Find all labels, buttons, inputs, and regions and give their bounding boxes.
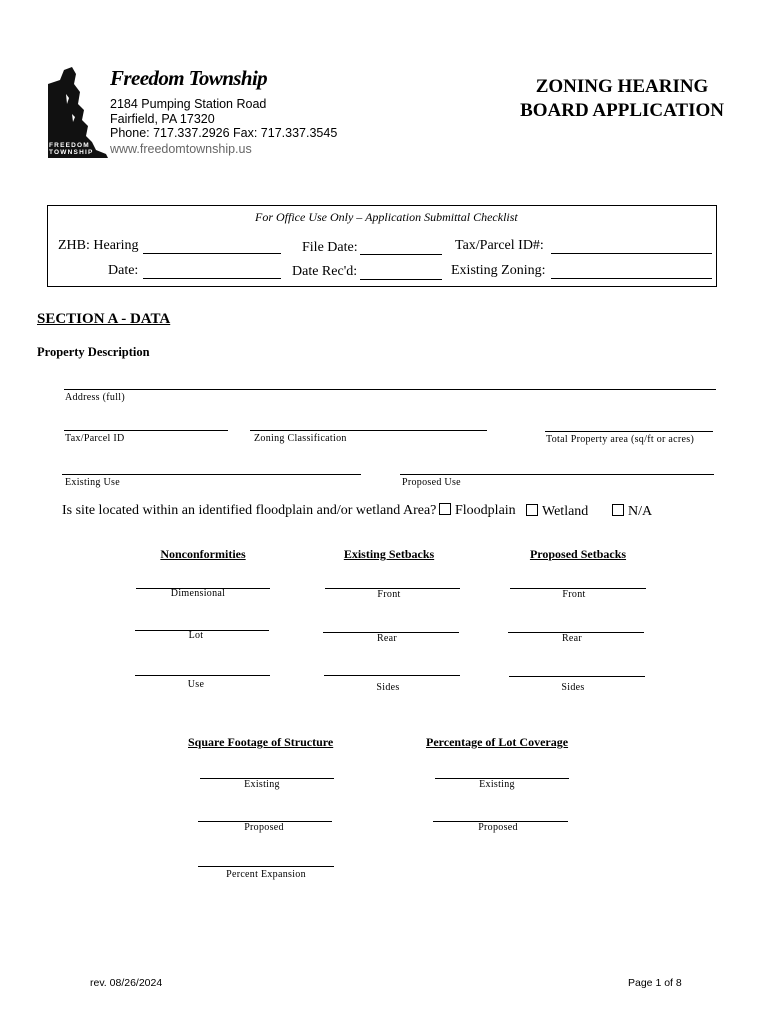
proposed-setbacks-heading: Proposed Setbacks bbox=[529, 547, 627, 561]
sqft-existing-field[interactable] bbox=[200, 762, 334, 779]
section-a-title: SECTION A - DATA bbox=[37, 311, 171, 327]
page-number: Page 1 of 8 bbox=[628, 977, 682, 989]
existing-rear-field[interactable] bbox=[323, 616, 459, 633]
file-date-label: File Date: bbox=[302, 240, 358, 255]
existing-sides-field[interactable] bbox=[324, 659, 460, 676]
na-label: N/A bbox=[628, 504, 653, 519]
floodplain-label: Floodplain bbox=[455, 503, 516, 518]
existing-front-caption: Front bbox=[377, 589, 401, 600]
doc-title-line-2: BOARD APPLICATION bbox=[520, 100, 724, 121]
existing-sides-caption: Sides bbox=[376, 682, 400, 693]
zoning-classification-caption: Zoning Classification bbox=[254, 433, 347, 444]
zhb-hearing-label: ZHB: Hearing bbox=[58, 238, 139, 253]
tax-parcel-caption: Tax/Parcel ID bbox=[65, 433, 125, 444]
proposed-use-caption: Proposed Use bbox=[402, 477, 461, 488]
existing-use-caption: Existing Use bbox=[65, 477, 120, 488]
existing-zoning-label: Existing Zoning: bbox=[451, 263, 546, 278]
date-label: Date: bbox=[108, 263, 139, 278]
nonconformities-heading: Nonconformities bbox=[160, 547, 246, 561]
wetland-checkbox[interactable] bbox=[526, 504, 538, 516]
coverage-proposed-caption: Proposed bbox=[478, 822, 518, 833]
dimensional-field[interactable] bbox=[136, 572, 270, 589]
proposed-front-field[interactable] bbox=[510, 572, 646, 589]
revision-date: rev. 08/26/2024 bbox=[90, 977, 163, 989]
proposed-use-field[interactable] bbox=[400, 458, 714, 475]
property-description-heading: Property Description bbox=[37, 345, 150, 359]
zoning-classification-field[interactable] bbox=[250, 414, 487, 431]
date-recd-field[interactable] bbox=[360, 263, 442, 280]
address-field[interactable] bbox=[64, 373, 716, 390]
floodplain-question: Is site located within an identified floodplain and/or wetland Area? bbox=[62, 503, 437, 518]
tax-parcel-id-label: Tax/Parcel ID#: bbox=[455, 238, 544, 253]
doc-title-line-1: ZONING HEARING bbox=[535, 76, 709, 97]
wetland-option[interactable] bbox=[526, 504, 588, 520]
wetland-label: Wetland bbox=[542, 504, 589, 519]
existing-use-field[interactable] bbox=[62, 458, 361, 475]
na-checkbox[interactable] bbox=[612, 504, 624, 516]
total-property-area-field[interactable] bbox=[545, 415, 713, 432]
existing-front-field[interactable] bbox=[325, 572, 460, 589]
dimensional-caption: Dimensional bbox=[170, 588, 226, 599]
use-field[interactable] bbox=[135, 659, 270, 676]
existing-setbacks-heading: Existing Setbacks bbox=[343, 547, 435, 561]
address-caption: Address (full) bbox=[65, 392, 126, 403]
logo bbox=[46, 64, 110, 159]
proposed-rear-field[interactable] bbox=[508, 616, 644, 633]
sqft-proposed-field[interactable] bbox=[198, 805, 332, 822]
use-caption: Use bbox=[187, 679, 205, 690]
existing-zoning-field[interactable] bbox=[551, 262, 712, 279]
tax-parcel-id-field[interactable] bbox=[551, 237, 712, 254]
address-line-1: 2184 Pumping Station Road bbox=[110, 97, 267, 111]
lot-field[interactable] bbox=[135, 614, 269, 631]
office-use-heading: For Office Use Only – Application Submittal Checklist bbox=[255, 210, 518, 224]
percent-expansion-field[interactable] bbox=[198, 850, 334, 867]
org-name: Freedom Township bbox=[110, 66, 268, 90]
phone-fax: Phone: 717.337.2926 Fax: 717.337.3545 bbox=[110, 126, 338, 140]
coverage-proposed-field[interactable] bbox=[433, 805, 568, 822]
percent-expansion-caption: Percent Expansion bbox=[226, 869, 306, 880]
floodplain-option[interactable] bbox=[439, 503, 516, 519]
lot-caption: Lot bbox=[188, 630, 204, 641]
sqft-proposed-caption: Proposed bbox=[244, 822, 284, 833]
proposed-sides-field[interactable] bbox=[509, 660, 645, 677]
tax-parcel-field[interactable] bbox=[64, 414, 228, 431]
proposed-rear-caption: Rear bbox=[561, 633, 583, 644]
logo-text-township: TOWNSHIP bbox=[49, 149, 94, 156]
logo-text-freedom: FREEDOM bbox=[49, 142, 90, 149]
zhb-hearing-field[interactable] bbox=[143, 237, 281, 254]
lot-coverage-heading: Percentage of Lot Coverage bbox=[426, 735, 569, 749]
total-property-area-caption: Total Property area (sq/ft or acres) bbox=[546, 434, 695, 445]
address-line-2: Fairfield, PA 17320 bbox=[110, 111, 215, 126]
coverage-existing-caption: Existing bbox=[479, 779, 515, 790]
existing-rear-caption: Rear bbox=[376, 633, 398, 644]
coverage-existing-field[interactable] bbox=[435, 762, 569, 779]
date-recd-label: Date Rec'd: bbox=[292, 264, 358, 279]
sqft-existing-caption: Existing bbox=[244, 779, 280, 790]
proposed-sides-caption: Sides bbox=[561, 682, 585, 693]
proposed-front-caption: Front bbox=[562, 589, 586, 600]
square-footage-heading: Square Footage of Structure bbox=[188, 735, 334, 749]
floodplain-checkbox[interactable] bbox=[439, 503, 451, 515]
na-option[interactable] bbox=[612, 504, 652, 520]
hearing-date-field[interactable] bbox=[143, 262, 281, 279]
website-link[interactable]: www.freedomtownship.us bbox=[110, 141, 252, 156]
file-date-field[interactable] bbox=[360, 238, 442, 255]
